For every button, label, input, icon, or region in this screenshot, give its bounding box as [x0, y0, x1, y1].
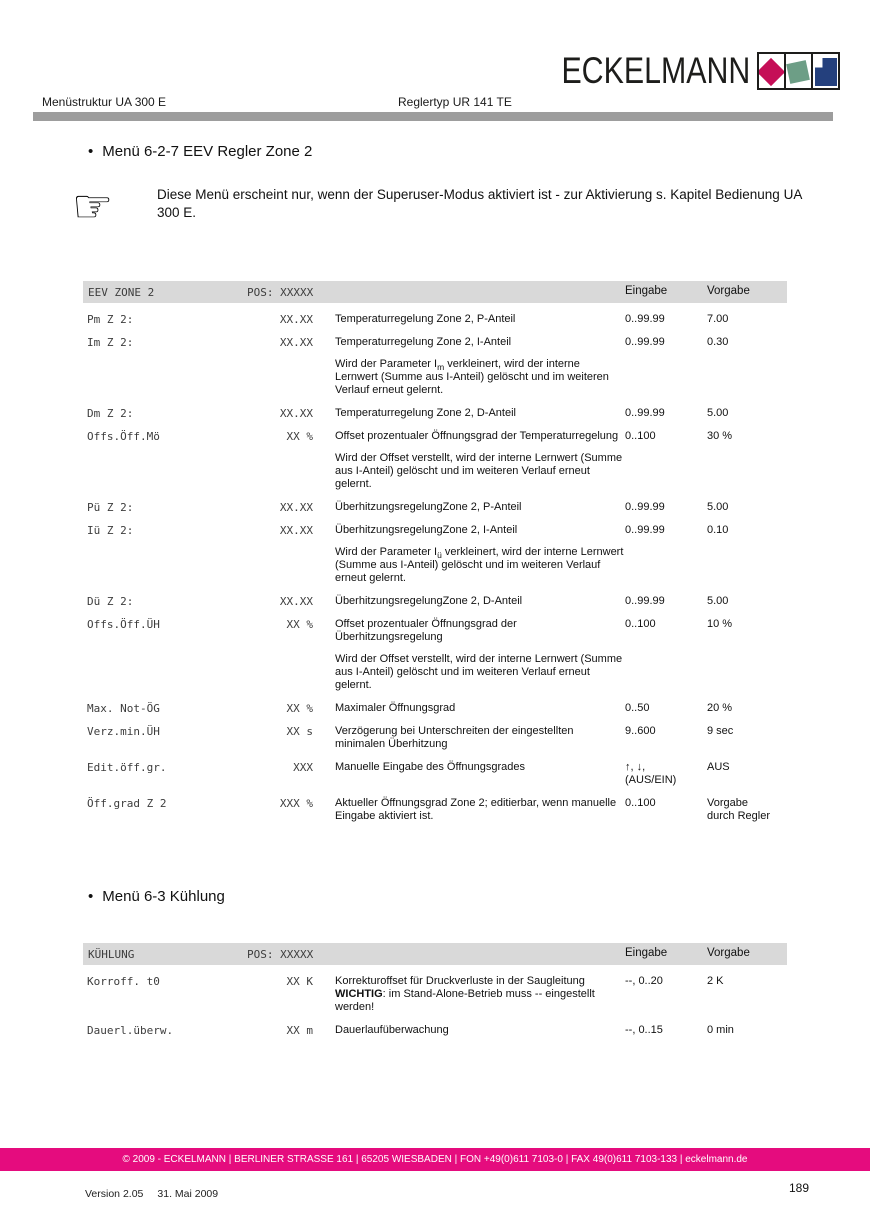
param-value: XX %	[286, 618, 313, 631]
param-vorgabe: 0.10	[707, 524, 729, 536]
table-row	[83, 420, 787, 491]
logo-shapes	[757, 52, 840, 90]
param-value: XX.XX	[279, 524, 313, 537]
param-vorgabe: 20 %	[707, 702, 733, 714]
param-description: Manuelle Eingabe des Öffnungsgrades	[335, 761, 525, 773]
logo-magenta-diamond-icon	[757, 52, 786, 90]
logo-wordmark: ECKELMANN	[561, 50, 750, 91]
param-name: Pü Z 2:	[87, 501, 134, 514]
param-value: XX.XX	[279, 501, 313, 514]
param-description: ÜberhitzungsregelungZone 2, D-Anteil	[335, 595, 523, 607]
table-row	[83, 303, 787, 326]
date-label: 31. Mai 2009	[157, 1188, 219, 1200]
section-title-menu-6-2-7	[88, 143, 312, 160]
param-vorgabe: 10 %	[707, 618, 733, 630]
param-value: XX.XX	[279, 336, 313, 349]
param-vorgabe: 5.00	[707, 501, 729, 513]
bullet-icon: •	[88, 143, 94, 160]
param-description: Dauerlaufüberwachung	[335, 1024, 449, 1036]
footer-version-line	[85, 1188, 218, 1200]
param-name: Verz.min.ÜH	[87, 725, 160, 738]
section2-label: Menü 6-3 Kühlung	[102, 888, 225, 905]
param-eingabe: 0..100	[625, 797, 656, 809]
header-controller-type: Reglertyp UR 141 TE	[398, 95, 512, 109]
table-row	[83, 715, 787, 751]
param-eingabe: 0..50	[625, 702, 650, 714]
param-description: Offset prozentualer Öffnungsgrad der Temperaturregelung Wird der Offset verstellt, wird der interne Lernwert (Summe aus I-Anteil) gelöscht und im weiteren Verlauf erneut gelernt.	[335, 430, 625, 491]
table-eev-zone-2	[83, 281, 787, 823]
table-row	[83, 514, 787, 585]
table-row	[83, 692, 787, 715]
table-row	[83, 585, 787, 608]
table-row	[83, 787, 787, 823]
param-name: Max. Not-ÖG	[87, 702, 160, 715]
param-important-note: WICHTIG: im Stand-Alone-Betrieb muss -- eingestellt werden!	[335, 988, 595, 1013]
page-number: 189	[789, 1181, 810, 1195]
param-vorgabe: 5.00	[707, 407, 729, 419]
column-header-eingabe: Eingabe	[625, 947, 668, 959]
param-note: Wird der Parameter $I_ü$ verkleinert, wird der interne Lernwert (Summe aus I-Anteil) gelöscht und im weiteren Verlauf erneut gelernt.	[335, 546, 624, 584]
table-pos: POS: XXXXX	[247, 948, 314, 961]
header-divider	[33, 112, 833, 121]
param-description: ÜberhitzungsregelungZone 2, I-Anteil Wird der Parameter $I_ü$ verkleinert, wird der interne Lernwert (Summe aus I-Anteil) gelöscht und im weiteren Verlauf erneut gelernt.	[335, 524, 624, 584]
param-eingabe: --, 0..15	[625, 1024, 663, 1036]
param-name: Dü Z 2:	[87, 595, 134, 608]
param-note: Wird der Parameter $I_m$ verkleinert, wird der interne Lernwert (Summe aus I-Anteil) gelöscht und im weiteren Verlauf erneut gelernt.	[335, 358, 609, 396]
version-label: Version 2.05	[85, 1188, 144, 1200]
param-name: Dm Z 2:	[87, 407, 134, 420]
table-row	[83, 751, 787, 787]
table-header	[83, 281, 787, 303]
param-eingabe: 0..99.99	[625, 313, 665, 325]
param-name: Iü Z 2:	[87, 524, 134, 537]
param-name: Korroff. t0	[87, 975, 160, 988]
column-header-vorgabe: Vorgabe	[707, 285, 750, 297]
param-value: XX.XX	[279, 407, 313, 420]
param-description: ÜberhitzungsregelungZone 2, P-Anteil	[335, 501, 522, 513]
param-name: Offs.Öff.ÜH	[87, 618, 160, 631]
param-value: XX.XX	[279, 595, 313, 608]
param-description: Offset prozentualer Öffnungsgrad der Überhitzungsregelung Wird der Offset verstellt, wird der interne Lernwert (Summe aus I-Anteil) gelöscht und im weiteren Verlauf erneut gelernt.	[335, 618, 625, 692]
param-eingabe: 0..100	[625, 430, 656, 442]
table-header	[83, 943, 787, 965]
param-description: Verzögerung bei Unterschreiten der eingestellten minimalen Überhitzung	[335, 725, 574, 750]
param-eingabe: 0..99.99	[625, 407, 665, 419]
param-note: Wird der Offset verstellt, wird der interne Lernwert (Summe aus I-Anteil) gelöscht und im weiteren Verlauf erneut gelernt.	[335, 653, 623, 691]
param-eingabe: ↑, ↓, (AUS/EIN)	[625, 761, 677, 786]
param-eingabe: 0..100	[625, 618, 656, 630]
bullet-icon: •	[88, 888, 94, 905]
param-vorgabe: 0.30	[707, 336, 729, 348]
param-value: XXX %	[279, 797, 313, 810]
param-value: XX m	[286, 1024, 313, 1037]
param-value: XX %	[286, 702, 313, 715]
table-row	[83, 608, 787, 692]
eckelmann-logo	[520, 52, 840, 90]
param-vorgabe: 7.00	[707, 313, 729, 325]
table-row	[83, 397, 787, 420]
table-name: KÜHLUNG	[88, 948, 135, 961]
param-vorgabe: 9 sec	[707, 725, 734, 737]
param-eingabe: 9..600	[625, 725, 656, 737]
param-description: Korrekturoffset für Druckverluste in der Saugleitung WICHTIG: im Stand-Alone-Betrieb muss -- eingestellt werden!	[335, 975, 625, 1014]
param-name: Dauerl.überw.	[87, 1024, 174, 1037]
param-vorgabe: 5.00	[707, 595, 729, 607]
param-description: Maximaler Öffnungsgrad	[335, 702, 456, 714]
section1-label: Menü 6-2-7 EEV Regler Zone 2	[102, 143, 313, 160]
column-header-vorgabe: Vorgabe	[707, 947, 750, 959]
logo-blue-square-icon	[811, 52, 840, 90]
superuser-note	[72, 180, 814, 232]
param-value: XX %	[286, 430, 313, 443]
param-vorgabe: 2 K	[707, 975, 724, 987]
param-vorgabe: 30 %	[707, 430, 733, 442]
note-text: Diese Menü erscheint nur, wenn der Superuser-Modus aktiviert ist - zur Aktivierung s. Kapitel Bedienung UA 300 E.	[157, 187, 802, 220]
logo-green-square-icon	[784, 52, 813, 90]
table-row	[83, 965, 787, 1014]
param-name: Im Z 2:	[87, 336, 134, 349]
param-name: Öff.grad Z 2	[87, 797, 167, 810]
param-value: XX s	[286, 725, 313, 738]
param-vorgabe: AUS	[707, 761, 730, 773]
pointing-hand-icon: ☞	[72, 180, 114, 232]
param-name: Edit.öff.gr.	[87, 761, 167, 774]
param-name: Offs.Öff.Mö	[87, 430, 160, 443]
param-name: Pm Z 2:	[87, 313, 134, 326]
section-title-menu-6-3	[88, 888, 225, 905]
table-kuehlung	[83, 943, 787, 1037]
param-eingabe: 0..99.99	[625, 595, 665, 607]
param-eingabe: --, 0..20	[625, 975, 663, 987]
param-description: Temperaturregelung Zone 2, P-Anteil	[335, 313, 516, 325]
header-menu-structure: Menüstruktur UA 300 E	[42, 95, 167, 109]
column-header-eingabe: Eingabe	[625, 285, 668, 297]
param-eingabe: 0..99.99	[625, 524, 665, 536]
table-name: EEV ZONE 2	[88, 286, 155, 299]
param-value: XX K	[286, 975, 313, 988]
table-row	[83, 1014, 787, 1037]
param-description: Aktueller Öffnungsgrad Zone 2; editierbar, wenn manuelle Eingabe aktiviert ist.	[335, 797, 617, 822]
table-pos: POS: XXXXX	[247, 286, 314, 299]
table-row	[83, 326, 787, 397]
param-description: Temperaturregelung Zone 2, I-Anteil Wird der Parameter $I_m$ verkleinert, wird der interne Lernwert (Summe aus I-Anteil) gelöscht und im weiteren Verlauf erneut gelernt.	[335, 336, 625, 397]
param-vorgabe: 0 min	[707, 1024, 734, 1036]
param-note: Wird der Offset verstellt, wird der interne Lernwert (Summe aus I-Anteil) gelöscht und im weiteren Verlauf erneut gelernt.	[335, 452, 623, 490]
param-vorgabe: Vorgabe durch Regler	[707, 797, 770, 822]
table-row	[83, 491, 787, 514]
param-value: XX.XX	[279, 313, 313, 326]
footer-copyright-bar: © 2009 - ECKELMANN | BERLINER STRASSE 161 | 65205 WIESBADEN | FON +49(0)611 7103-0 | FAX 49(0)611 7103-133 | eckelmann.de	[0, 1148, 870, 1171]
param-eingabe: 0..99.99	[625, 336, 665, 348]
param-value: XXX	[293, 761, 313, 774]
param-eingabe: 0..99.99	[625, 501, 665, 513]
param-description: Temperaturregelung Zone 2, D-Anteil	[335, 407, 516, 419]
